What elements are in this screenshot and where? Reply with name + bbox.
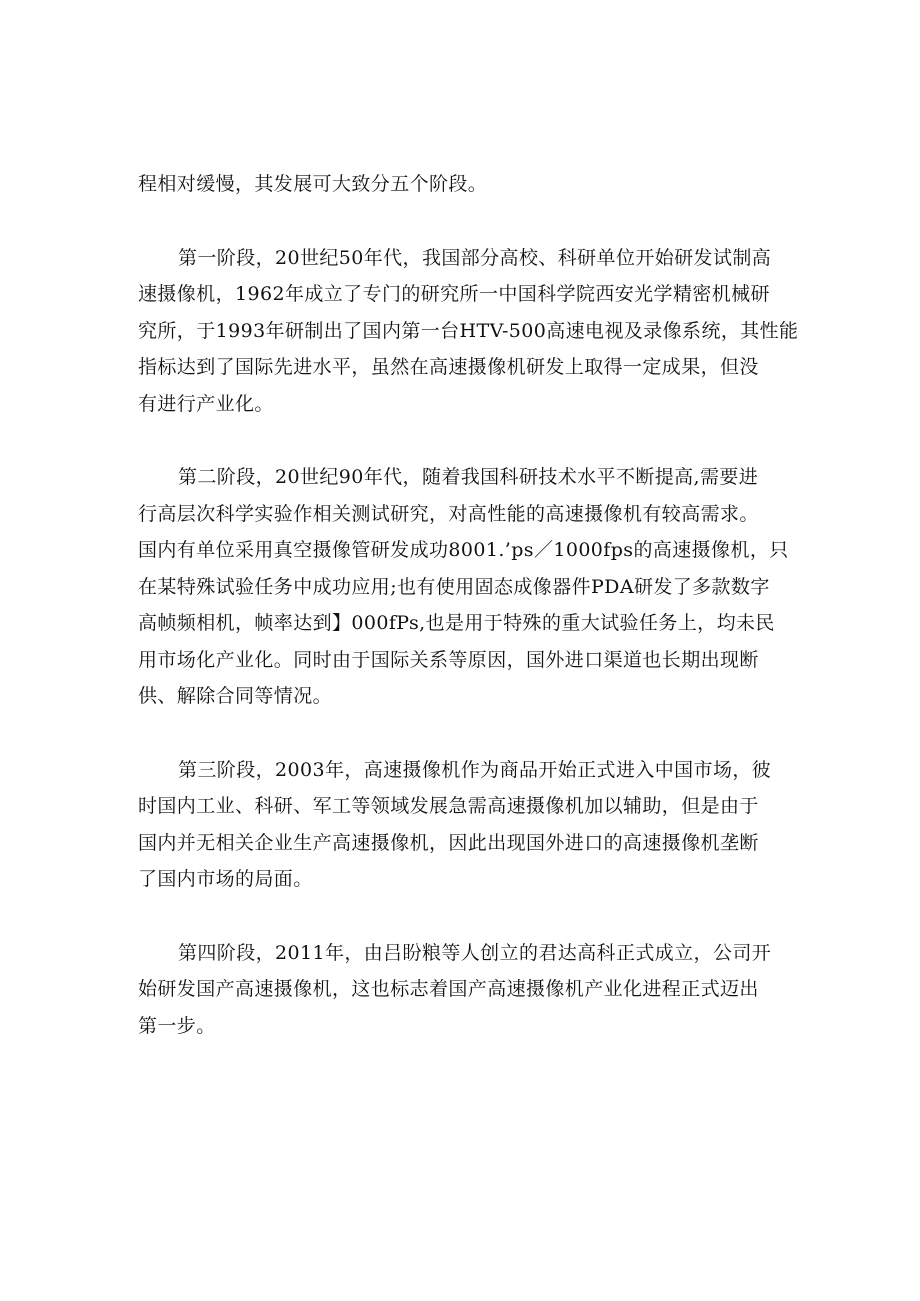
paragraph-stage-3 [138, 752, 788, 898]
text-line: 供、解除合同等情况。 [138, 685, 333, 707]
text-line: 究所，于1993年研制出了国内第一台HTV-500高速电视及录像系统，其性能 [138, 319, 799, 342]
text-line: 在某特殊试验任务中成功应用;也有使用固态成像器件PDA研发了多款数字 [138, 575, 770, 598]
text-line: 高帧频相机，帧率达到】000fPs,也是用于特殊的重大试验任务上，均未民 [138, 612, 775, 634]
text-line: 用市场化产业化。同时由于国际关系等原因，国外进口渠道也长期出现断 [138, 648, 759, 671]
text-line: 时国内工业、科研、军工等领域发展急需高速摄像机加以辅助，但是由于 [138, 795, 759, 817]
text-line: 第一阶段，20世纪50年代，我国部分高校、科研单位开始研发试制高 [178, 246, 772, 269]
text-line: 有进行产业化。 [138, 392, 274, 415]
text-line: 国内并无相关企业生产高速摄像机，因此出现国外进口的高速摄像机垄断 [138, 831, 759, 854]
text-line: 指标达到了国际先进水平，虽然在高速摄像机研发上取得一定成果，但没 [138, 356, 759, 378]
text-line: 了国内市场的局面。 [138, 868, 313, 890]
paragraph-stage-4 [138, 935, 788, 1045]
text-line: 第一步。 [138, 1014, 216, 1037]
text-line: 第四阶段，2011年，由吕盼粮等人创立的君达高科正式成立，公司开 [178, 941, 772, 964]
text-line: 国内有单位采用真空摄像管研发成功8001.’ps／1000fps的高速摄像机，只 [138, 539, 789, 561]
paragraph-stage-2 [138, 459, 788, 715]
paragraph-intro [138, 166, 788, 203]
text-line: 第二阶段，20世纪90年代，随着我国科研技术水平不断提高,需要进 [178, 466, 759, 488]
text-line: 始研发国产高速摄像机，这也标志着国产高速摄像机产业化进程正式迈出 [138, 978, 759, 1000]
text-line: 速摄像机，1962年成立了专门的研究所一中国科学院西安光学精密机械研 [138, 283, 770, 305]
paragraph-stage-1 [138, 240, 799, 423]
text-line: 行高层次科学实验作相关测试研究，对高性能的高速摄像机有较高需求。 [138, 502, 759, 525]
document-body [138, 166, 799, 1081]
text-line: 第三阶段，2003年，高速摄像机作为商品开始正式进入中国市场，彼 [178, 758, 772, 781]
text-line: 程相对缓慢，其发展可大致分五个阶段。 [138, 173, 488, 195]
